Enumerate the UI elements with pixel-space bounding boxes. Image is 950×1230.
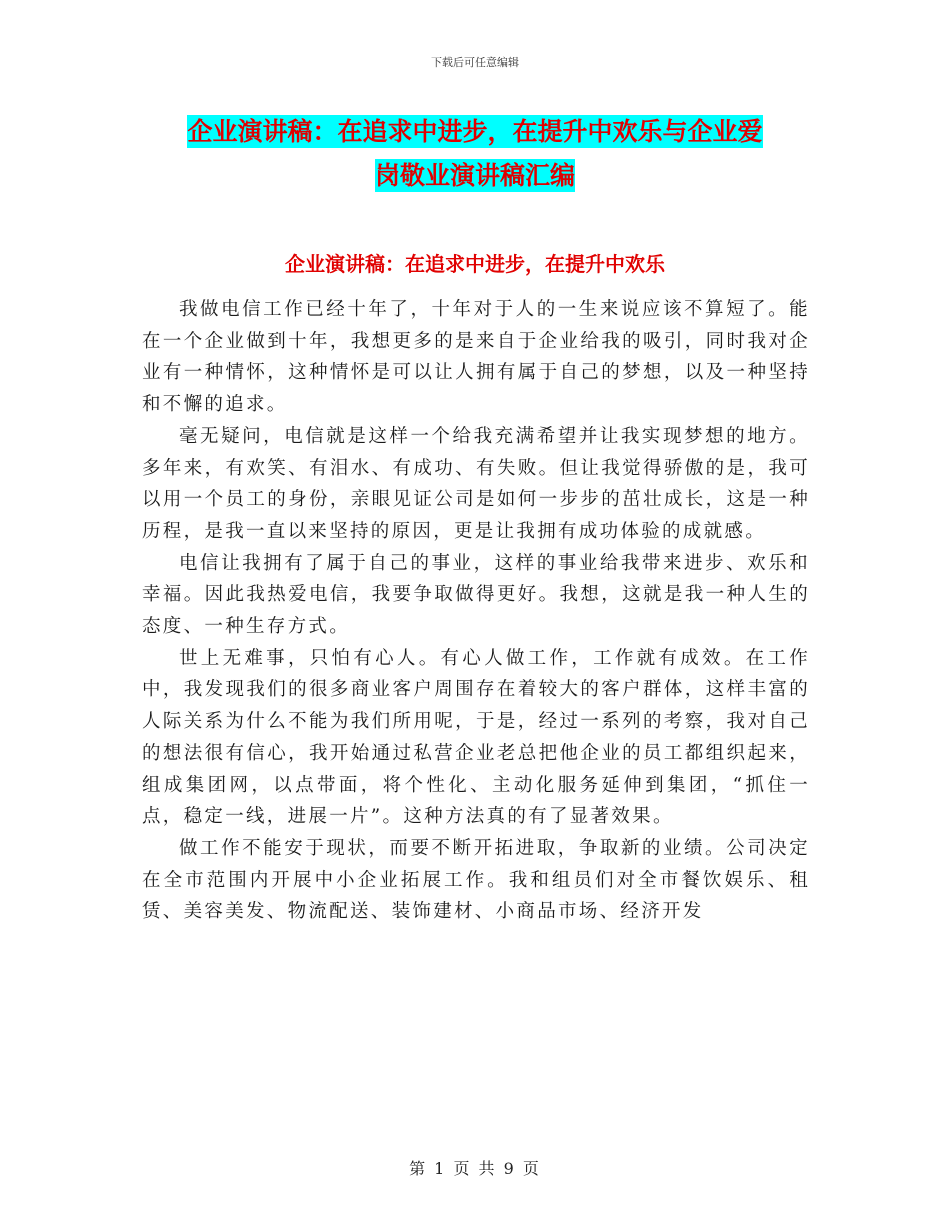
page-footer: 第 1 页 共 9 页 [409, 1159, 541, 1178]
header-note: 下载后可任意编辑 [431, 56, 519, 69]
paragraph: 电信让我拥有了属于自己的事业，这样的事业给我带来进步、欢乐和幸福。因此我热爱电信，我要争取做得更好。我想，这就是我一种人生的态度、一种生存方式。 [142, 552, 810, 638]
paragraph: 做工作不能安于现状，而要不断开拓进取，争取新的业绩。公司决定在全市范围内开展中小企业拓展工作。我和组员们对全市餐饮娱乐、租赁、美容美发、物流配送、装饰建材、小商品市场、经济开发 [142, 837, 810, 923]
body-text [142, 294, 810, 928]
paragraph: 毫无疑问，电信就是这样一个给我充满希望并让我实现梦想的地方。多年来，有欢笑、有泪水、有成功、有失败。但让我觉得骄傲的是，我可以用一个员工的身份，亲眼见证公司是如何一步步的茁壮成长，这是一种历程，是我一直以来坚持的原因，更是让我拥有成功体验的成就感。 [142, 425, 810, 542]
section-title: 企业演讲稿：在追求中进步，在提升中欢乐 [285, 252, 665, 276]
document-title-line-1: 企业演讲稿：在追求中进步，在提升中欢乐与企业爱 [187, 117, 763, 146]
paragraph: 世上无难事，只怕有心人。有心人做工作，工作就有成效。在工作中，我发现我们的很多商业客户周围存在着较大的客户群体，这样丰富的人际关系为什么不能为我们所用呢，于是，经过一系列的考察，我对自己的想法很有信心，我开始通过私营企业老总把他企业的员工都组织起来，组成集团网，以点带面，将个性化、主动化服务延伸到集团，“抓住一点，稳定一线，进展一片”。这种方法真的有了显著效果。 [142, 647, 810, 828]
document-title [130, 110, 820, 198]
paragraph: 我做电信工作已经十年了，十年对于人的一生来说应该不算短了。能在一个企业做到十年，我想更多的是来自于企业给我的吸引，同时我对企业有一种情怀，这种情怀是可以让人拥有属于自己的梦想，以及一种坚持和不懈的追求。 [142, 299, 810, 416]
document-title-line-2: 岗敬业演讲稿汇编 [374, 161, 575, 190]
